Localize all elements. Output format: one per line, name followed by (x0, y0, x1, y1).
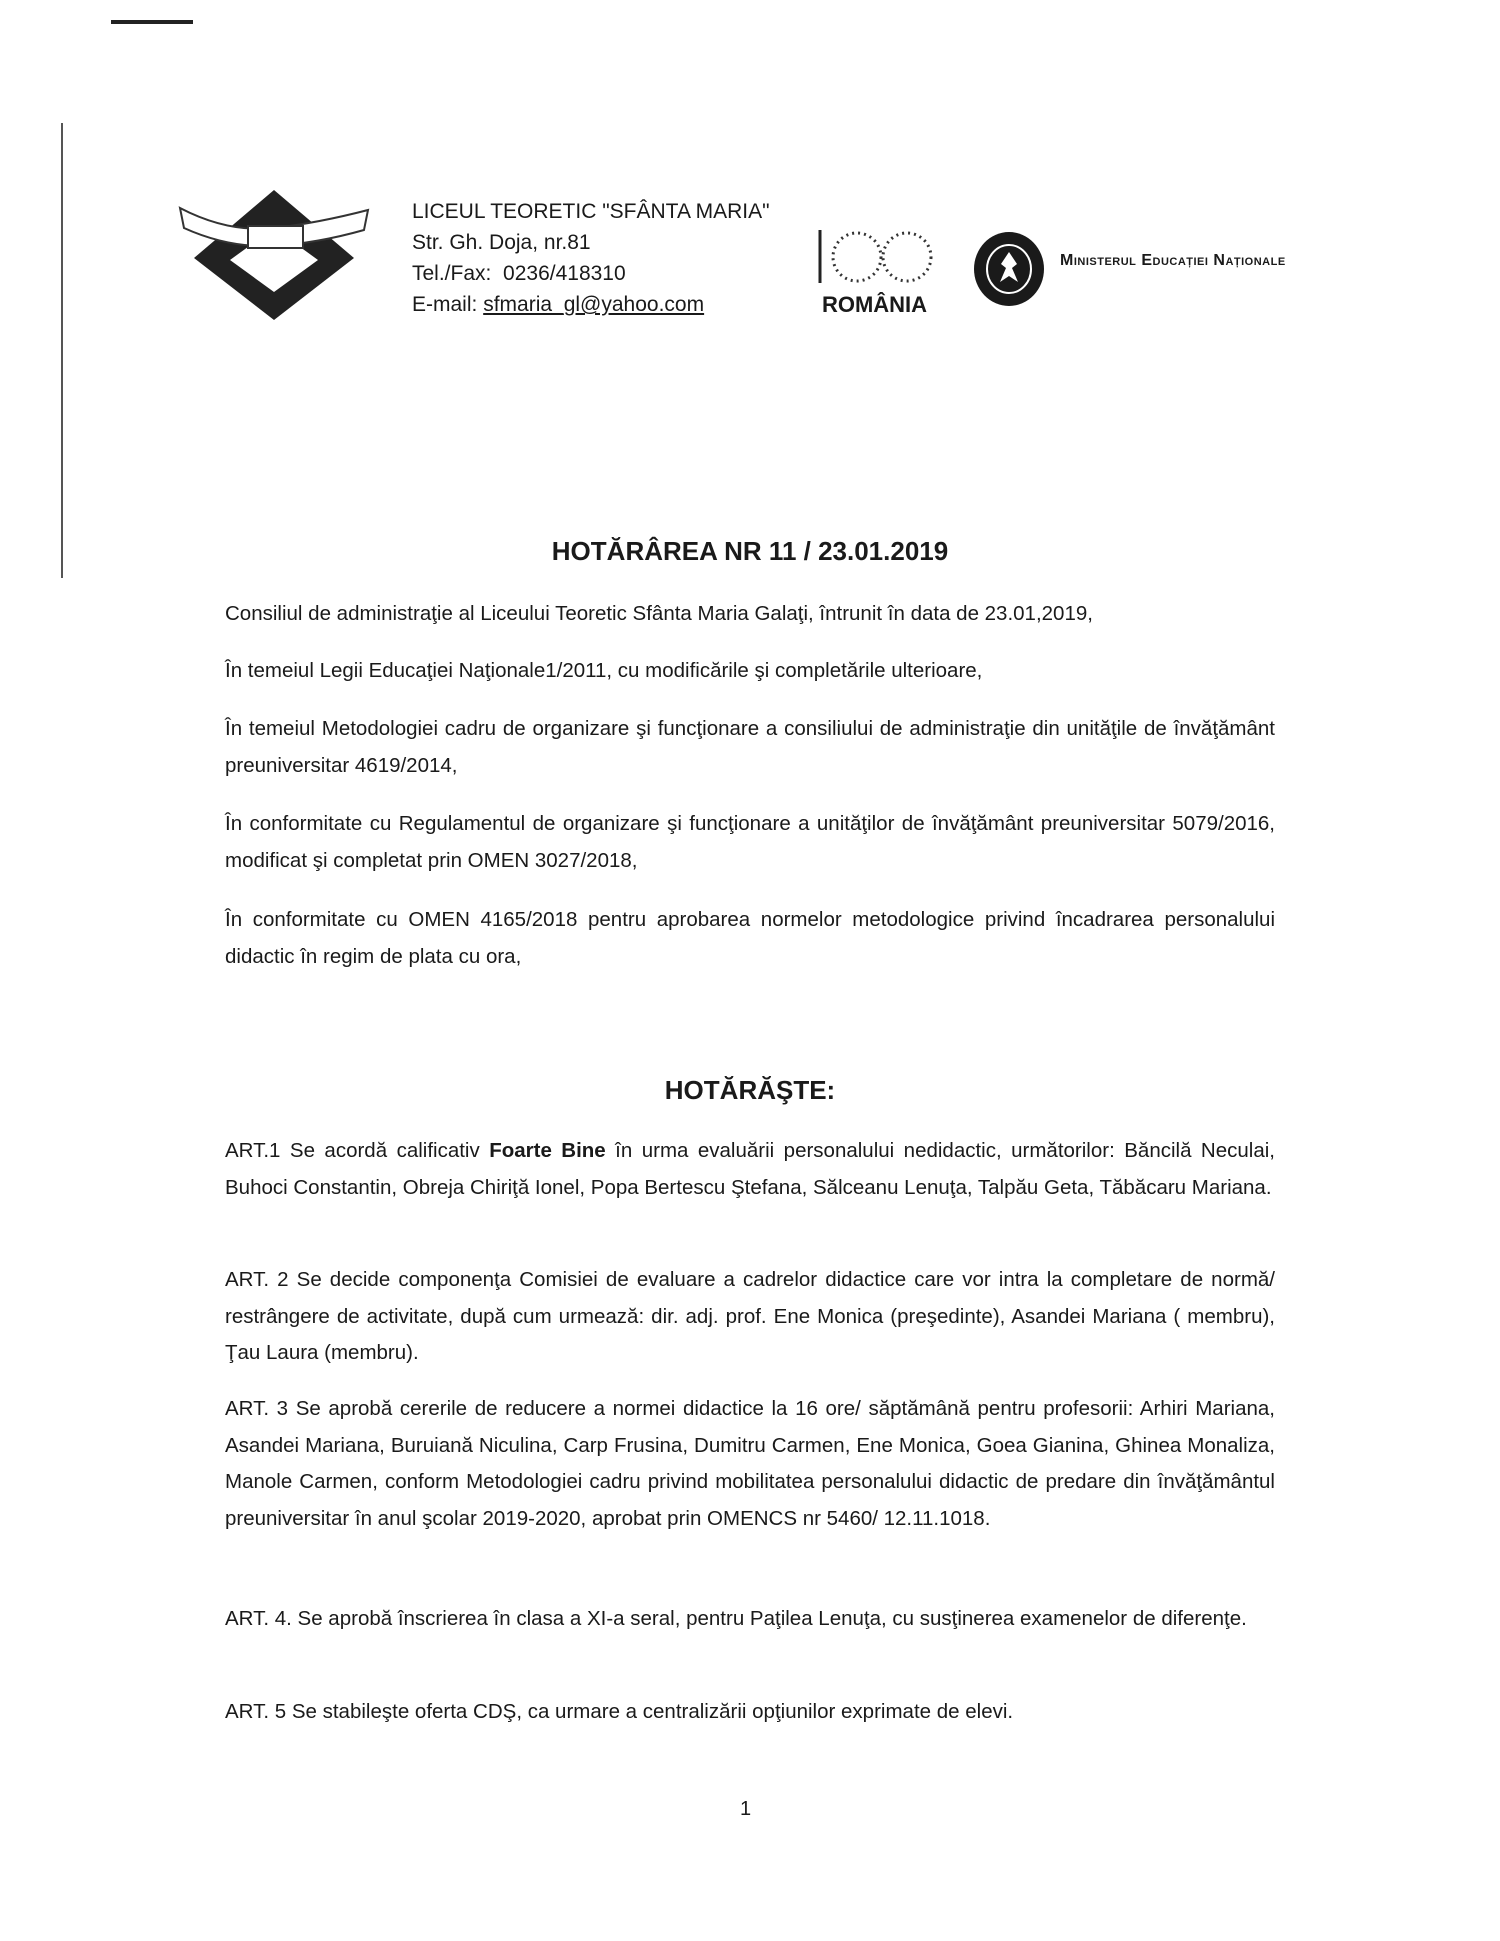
school-name: LICEUL TEORETIC "SFÂNTA MARIA" (412, 200, 770, 223)
article-1 (225, 1133, 1275, 1206)
email-link[interactable]: sfmaria_gl@yahoo.com (483, 293, 705, 316)
phone-number: 0236/418310 (503, 262, 626, 285)
school-address: Str. Gh. Doja, nr.81 (412, 231, 591, 254)
preamble-4: În conformitate cu Regulamentul de organizare şi funcţionare a unităţilor de învăţământ preuniversitar 5079/2016, modificat şi completat prin OMEN 3027/2018, (225, 812, 1275, 872)
school-logo-icon (178, 188, 370, 322)
school-contact-block (412, 196, 770, 320)
phone-label: Tel./Fax: (412, 262, 492, 285)
article-1-intro: ART.1 Se acordă calificativ (225, 1139, 490, 1162)
email-label: E-mail: (412, 293, 478, 316)
centenary-100-icon (812, 225, 937, 287)
article-4: ART. 4. Se aprobă înscrierea în clasa a XI-a seral, pentru Paţilea Lenuţa, cu susţinerea examenelor de diferenţe. (225, 1607, 1247, 1630)
article-2: ART. 2 Se decide componenţa Comisiei de evaluare a cadrelor didactice care vor intra la completare de normă/ restrângere de activitate, după cum urmează: dir. adj. prof. Ene Monica (preşedinte), Asandei Mariana ( membru), Ţau Laura (membru). (225, 1268, 1275, 1364)
preamble-2: În temeiul Legii Educaţiei Naţionale1/2011, cu modificările şi completările ulterioare, (225, 659, 983, 682)
ministry-name: Ministerul Educației Naționale (1060, 252, 1286, 269)
centenary-logo-text: ROMÂNIA (821, 292, 928, 317)
preamble-1: Consiliul de administraţie al Liceului Teoretic Sfânta Maria Galaţi, întrunit în data de 23.01,2019, (225, 602, 1093, 625)
article-1-rating: Foarte Bine (489, 1139, 606, 1162)
article-3: ART. 3 Se aprobă cererile de reducere a normei didactice la 16 ore/ săptămână pentru profesorii: Arhiri Mariana, Asandei Mariana, Buruiană Niculina, Carp Frusina, Dumitru Carmen, Ene Monica, Goea Gianina, Ghinea Monaliza, Manole Carmen, conform Metodologiei cadru privind mobilitatea personalului didactic de predare din învăţământul preuniversitar în anul şcolar 2019-2020, aprobat prin OMENCS nr 5460/ 12.11.1018. (225, 1397, 1275, 1530)
scan-edge-line (61, 123, 63, 578)
scan-mark (111, 20, 193, 24)
document-title: HOTĂRÂREA NR 11 / 23.01.2019 (551, 536, 949, 566)
romania-centenary-logo (812, 225, 937, 317)
preamble-5: În conformitate cu OMEN 4165/2018 pentru aprobarea normelor metodologice privind încadrarea personalului didactic în regim de plata cu ora, (225, 908, 1275, 968)
preamble-3: În temeiul Metodologiei cadru de organizare şi funcţionare a consiliului de administraţie din unităţile de învăţământ preuniversitar 4619/2014, (225, 717, 1275, 777)
ministry-seal-icon (972, 230, 1046, 308)
article-5: ART. 5 Se stabileşte oferta CDŞ, ca urmare a centralizării opţiunilor exprimate de elevi. (225, 1700, 1014, 1723)
decision-heading: HOTĂRĂŞTE: (664, 1075, 836, 1105)
article-1-body: în urma evaluării personalului nedidactic, următorilor: Băncilă Neculai, Buhoci Constantin, Obreja Chiriţă Ionel, Popa Bertescu Ştefana, Sălceanu Lenuţa, Talpău Geta, Tăbăcaru Mariana. (225, 1139, 1275, 1199)
page-number: 1 (740, 1798, 752, 1820)
